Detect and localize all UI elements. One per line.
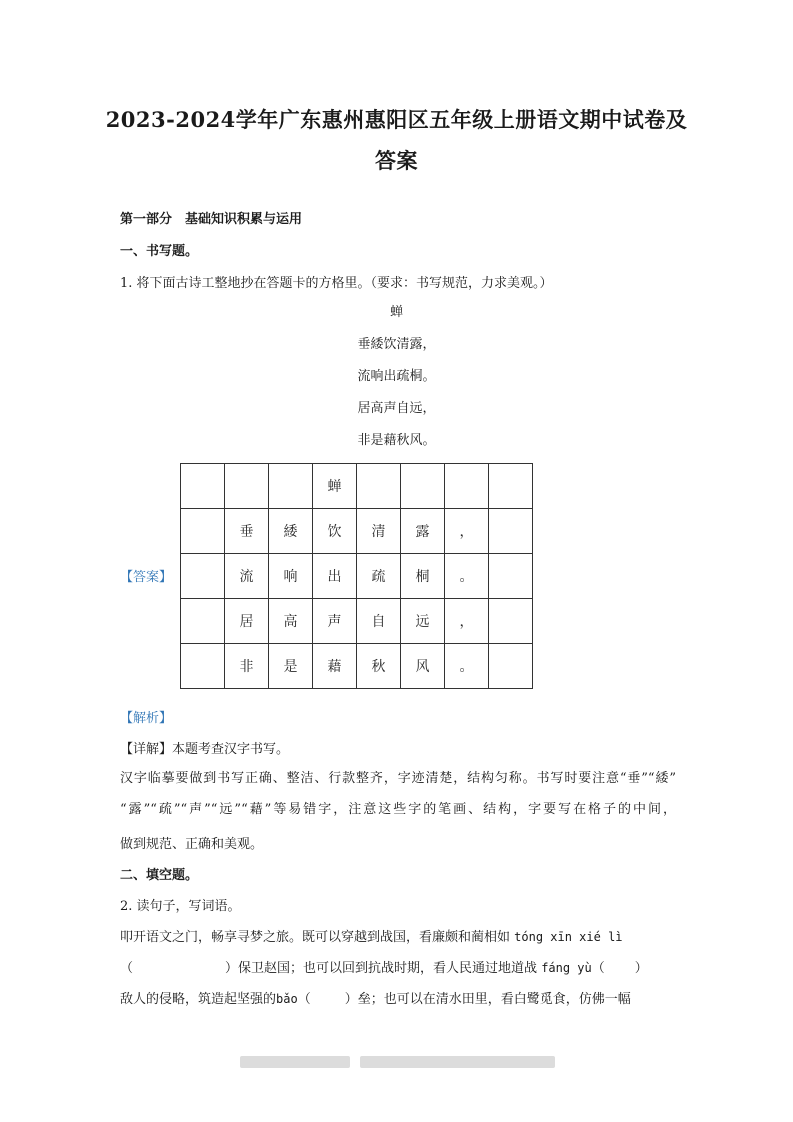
detail-line: 【详解】本题考查汉字书写。 [120,742,290,757]
grid-cell: 疏 [357,554,401,599]
part-heading: 第一部分 基础知识积累与运用 [120,212,303,227]
explanation-line-3: 做到规范、正确和美观。 [120,837,264,852]
grid-cell: 秋 [357,644,401,689]
grid-cell [401,464,445,509]
grid-cell: 非 [225,644,269,689]
poem-line-2: 流响出疏桐。 [357,369,436,384]
grid-cell [181,644,225,689]
passage-text-2: 保卫赵国；也可以回到抗战时期，看人民通过地道战 [238,961,538,976]
grid-cell: 声 [313,599,357,644]
answer-label: 【答案】 [120,570,173,585]
passage-text-4: 垒；也可以在清水田里，看白鹭觅食，仿佛一幅 [357,992,631,1007]
grid-cell: 藉 [313,644,357,689]
poem-line-4: 非是藉秋风。 [357,433,436,448]
grid-cell: 出 [313,554,357,599]
grid-row [181,509,533,554]
poem-line-1: 垂緌饮清露， [357,337,436,352]
analysis-label: 【解析】 [120,711,173,726]
document-title-line-2: 答案 [375,148,418,173]
close-paren-3: ） [344,992,358,1007]
close-paren-2: ） [634,961,648,976]
grid-cell: 。 [445,644,489,689]
close-paren-1: ） [225,961,239,976]
blurred-footer-right [360,1056,555,1068]
grid-cell [445,464,489,509]
grid-cell: ， [445,599,489,644]
grid-cell: 垂 [225,509,269,554]
passage-line-3 [120,988,631,1007]
grid-row [181,599,533,644]
document-title-line-1: 2023-2024学年广东惠州惠阳区五年级上册语文期中试卷及 [105,107,688,132]
grid-cell [489,464,533,509]
grid-cell [181,464,225,509]
open-paren-2: （ [591,961,605,976]
pinyin-fang-yu: fáng yù [541,961,592,975]
open-paren-3: （ [297,992,311,1007]
grid-cell [489,599,533,644]
grid-cell: 是 [269,644,313,689]
explanation-line-2: “露”“疏”“声”“远”“藉”等易错字，注意这些字的笔画、结构，字要写在格子的中间， [120,802,676,817]
poem-title: 蝉 [389,305,403,320]
passage-line-1 [120,926,623,945]
blurred-footer-left [240,1056,350,1068]
grid-cell: 风 [401,644,445,689]
grid-cell [181,509,225,554]
pinyin-bao: bǎo [276,992,298,1006]
question-2: 2. 读句子，写词语。 [120,899,241,914]
grid-cell: 露 [401,509,445,554]
grid-cell: 流 [225,554,269,599]
section-heading-fill: 二、填空题。 [120,868,199,883]
grid-cell [269,464,313,509]
grid-cell: 远 [401,599,445,644]
question-1: 1. 将下面古诗工整地抄在答题卡的方格里。（要求：书写规范，力求美观。） [120,276,553,291]
grid-row [181,554,533,599]
grid-cell [489,554,533,599]
grid-cell: 高 [269,599,313,644]
grid-cell: 。 [445,554,489,599]
answer-grid [180,463,533,689]
grid-cell: 蝉 [313,464,357,509]
grid-cell: 桐 [401,554,445,599]
grid-cell [225,464,269,509]
passage-text-3: 敌人的侵略，筑造起坚强的 [120,992,277,1007]
poem-line-3: 居高声自远， [357,401,436,416]
open-paren-1: （ [120,961,134,976]
grid-cell: 緌 [269,509,313,554]
pinyin-tong-xin-xie-li: tóng xīn xié lì [514,930,623,944]
section-heading-writing: 一、书写题。 [120,244,199,259]
grid-row [181,644,533,689]
grid-cell [357,464,401,509]
grid-cell: 清 [357,509,401,554]
grid-cell: 居 [225,599,269,644]
grid-cell [489,509,533,554]
grid-cell [181,599,225,644]
passage-text-1: 叩开语文之门，畅享寻梦之旅。既可以穿越到战国，看廉颇和蔺相如 [120,930,511,945]
grid-cell: 响 [269,554,313,599]
grid-cell: ， [445,509,489,554]
explanation-line-1: 汉字临摹要做到书写正确、整洁、行款整齐，字迹清楚，结构匀称。书写时要注意“垂”“緌” [120,771,676,786]
passage-line-2 [120,957,648,976]
grid-cell: 饮 [313,509,357,554]
grid-cell [489,644,533,689]
grid-cell [181,554,225,599]
grid-cell: 自 [357,599,401,644]
grid-row [181,464,533,509]
